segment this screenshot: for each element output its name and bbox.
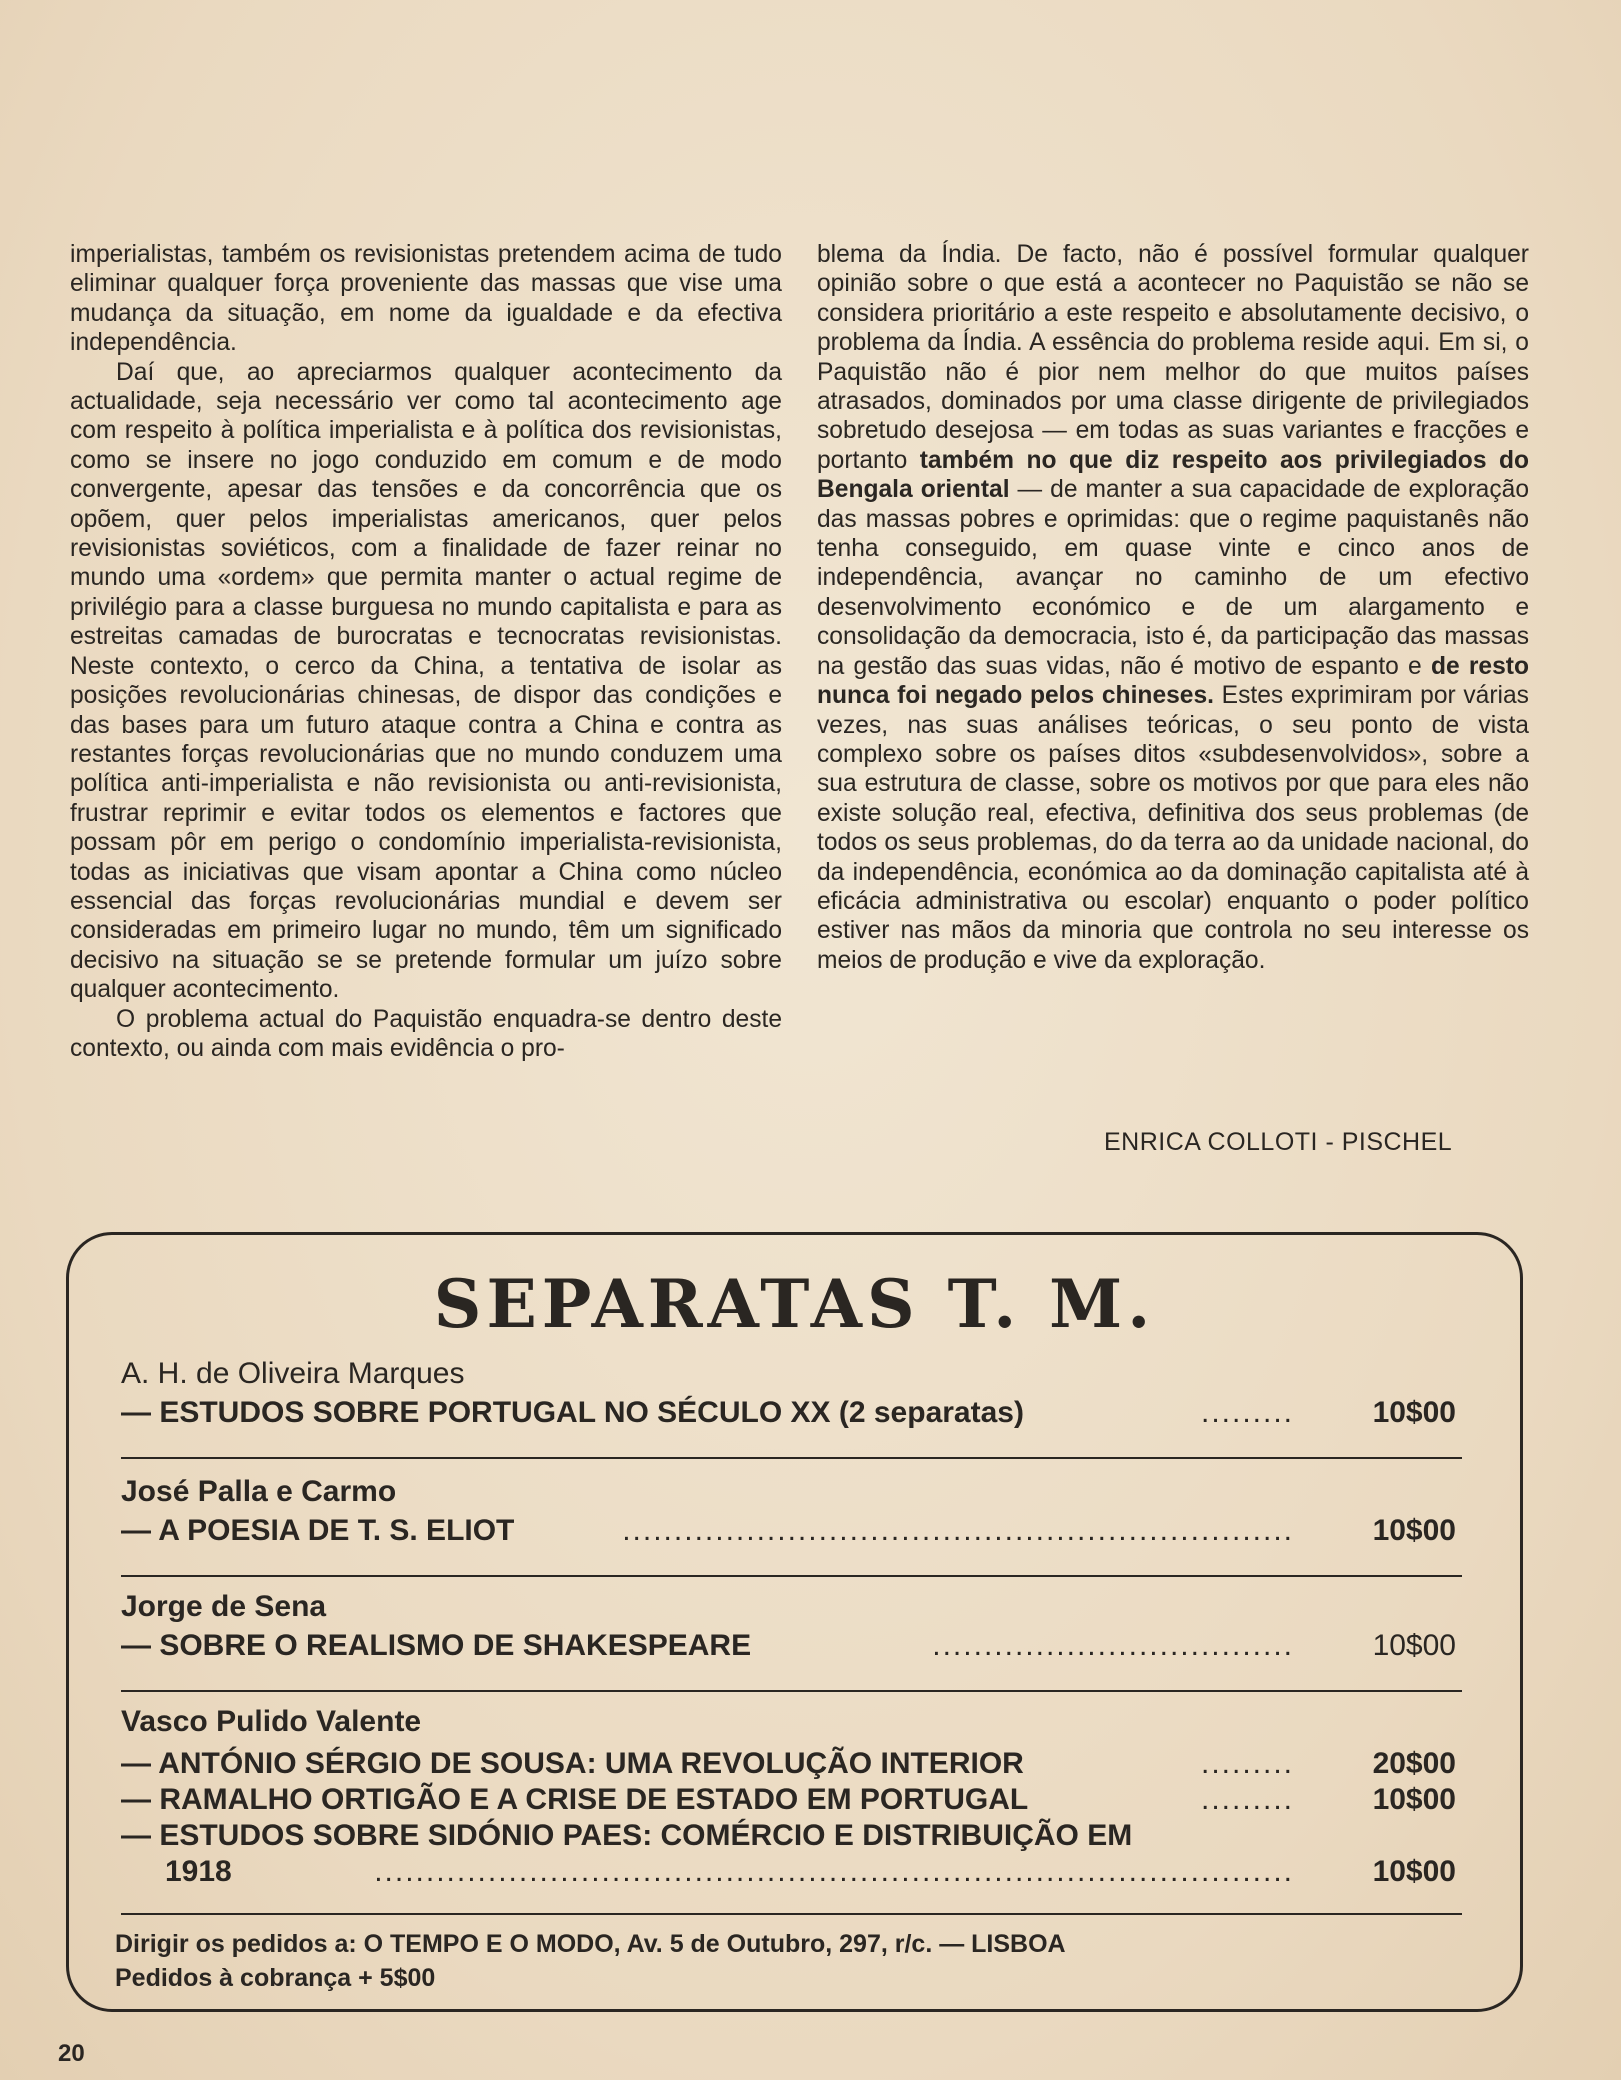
author-signature: ENRICA COLLOTI - PISCHEL [1104,1128,1453,1156]
entry-author: A. H. de Oliveira Marques [121,1357,465,1390]
order-address: Dirigir os pedidos a: O TEMPO E O MODO, Av. 5 de Outubro, 297, r/c. — LISBOA [115,1930,1066,1958]
leader-dots: ......... [1200,1396,1294,1429]
text-run: blema da Índia. De facto, não é possível formular qualquer opinião sobre o que está a acontecer no Paquistão se não se considera prioritário a este respeito e absolutamente decisivo, o problema da Índia. A essência do problema reside aqui. Em si, o Paquistão não é pior nem melhor do que muitos países atrasados, dominados por uma classe dirigente de privilegiados sobretudo desejosa — em todas as suas variantes e fracções e portanto [817,241,1529,474]
item-price: 10$00 [1372,1629,1456,1662]
item-price: 10$00 [1372,1783,1456,1816]
entry-divider [121,1575,1462,1577]
item-price: 10$00 [1372,1396,1456,1429]
item-price: 10$00 [1372,1514,1456,1547]
ad-entry [121,1705,1468,1891]
item-title: — RAMALHO ORTIGÃO E A CRISE DE ESTADO EM PORTUGAL [121,1783,1029,1816]
ad-entry [121,1475,1468,1550]
text-run: — de manter a sua capacidade de exploração das massas pobres e oprimidas: que o regime paquistanês não tenha conseguido, em quase vinte e cinco anos de independência, avançar no caminho de um efectivo desenvolvimento económico e de um alargamento e consolidação da democracia, isto é, da participação das massas na gestão das suas vidas, não é motivo de espanto e [817,476,1529,680]
item-title: 1918 [165,1855,232,1888]
order-instructions [115,1927,1468,1995]
leader-dots: ................................... [932,1629,1294,1662]
ad-entry [121,1590,1468,1665]
entry-item [121,1629,1468,1665]
article-paragraph: imperialistas, também os revisionistas pretendem acima de tudo eliminar qualquer força proveniente das massas que vise uma mudança da situação, em nome da igualdade e da efectiva independência. [70,241,782,357]
entry-item [121,1819,1468,1855]
leader-dots: ................................................................. [622,1514,1294,1547]
leader-dots: ......................................................................................... [374,1855,1294,1888]
entry-item [121,1396,1468,1432]
article-paragraph [817,240,1529,975]
item-price: 10$00 [1372,1855,1456,1888]
entry-item [121,1747,1468,1783]
article-paragraph: Daí que, ao apreciarmos qualquer acontecimento da actualidade, seja necessário ver como tal acontecimento age com respeito à política imperialista e à política dos revisionistas, como se insere no jogo conduzido em comum e de modo convergente, apesar das tensões e da concorrência que os opõem, quer pelos imperialistas americanos, quer pelos revisionistas soviéticos, com a finalidade de fazer reinar no mundo uma «ordem» que permita manter o actual regime de privilégio para a classe burguesa no mundo capitalista e para as estreitas camadas de burocratas e tecnocratas revisionistas. Neste contexto, o cerco da China, a tentativa de isolar as posições revolucionárias chinesas, de dispor das condições e das bases para um futuro ataque contra a China e contra as restantes forças revolucionárias que no mundo conduzem uma política anti-imperialista e não revisionista ou anti-revisionista, frustrar reprimir e evitar todos os elementos e factores que possam pôr em perigo o condomínio imperialista-revisionista, todas as iniciativas que visam apontar a China como núcleo essencial das forças revolucionárias mundial e devem ser consideradas em primeiro lugar no mundo, têm um significado decisivo na situação se se pretende formular um juízo sobre qualquer acontecimento. [70,358,782,1004]
leader-dots: ......... [1200,1747,1294,1780]
bold-text-run: também no que diz respeito aos privilegiados do Bengala oriental [817,446,1530,504]
entry-author: Jorge de Sena [121,1590,327,1623]
leader-dots: ......... [1200,1783,1294,1816]
order-cash-on-delivery: Pedidos à cobrança + 5$00 [115,1964,436,1992]
bold-text-run: de resto nunca foi negado pelos chineses. [817,652,1529,710]
item-title: — ESTUDOS SOBRE PORTUGAL NO SÉCULO XX (2 separatas) [121,1396,1024,1429]
ad-title: SEPARATAS T. M. [433,1265,1156,1343]
text-run: Estes exprimiram por várias vezes, nas suas análises teóricas, o seu ponto de vista complexo sobre os países ditos «subdesenvolvidos», sobre a sua estrutura de classe, sobre os motivos por que para eles não existe solução real, efectiva, definitiva dos seus problemas (de todos os seus problemas, do da terra ao da unidade nacional, do da independência, económica ao da dominação capitalista até à eficácia administrativa ou escolar) enquanto o poder político estiver nas mãos da minoria que controla no seu interesse os meios de produção e vive da exploração. [817,682,1529,974]
item-price: 20$00 [1372,1747,1456,1780]
entry-divider [121,1913,1462,1915]
item-title: — SOBRE O REALISMO DE SHAKESPEARE [121,1629,752,1662]
entry-item [121,1783,1468,1819]
article-paragraph: O problema actual do Paquistão enquadra-se dentro deste contexto, ou ainda com mais evidência o pro- [70,1005,782,1062]
item-title: — ESTUDOS SOBRE SIDÓNIO PAES: COMÉRCIO E DISTRIBUIÇÃO EM [121,1819,1133,1852]
article-left-column [70,240,782,1063]
item-title: — A POESIA DE T. S. ELIOT [121,1514,515,1547]
page-number: 20 [58,2040,85,2067]
ad-entry [121,1357,1468,1432]
separatas-advertisement [66,1232,1523,2012]
entry-item [121,1855,1468,1891]
article-right-column [817,240,1529,975]
entry-author: Vasco Pulido Valente [121,1705,422,1738]
entry-divider [121,1690,1462,1692]
item-title: — ANTÓNIO SÉRGIO DE SOUSA: UMA REVOLUÇÃO INTERIOR [121,1747,1024,1780]
entry-item [121,1514,1468,1550]
entry-divider [121,1457,1462,1459]
entry-author: José Palla e Carmo [121,1475,397,1508]
